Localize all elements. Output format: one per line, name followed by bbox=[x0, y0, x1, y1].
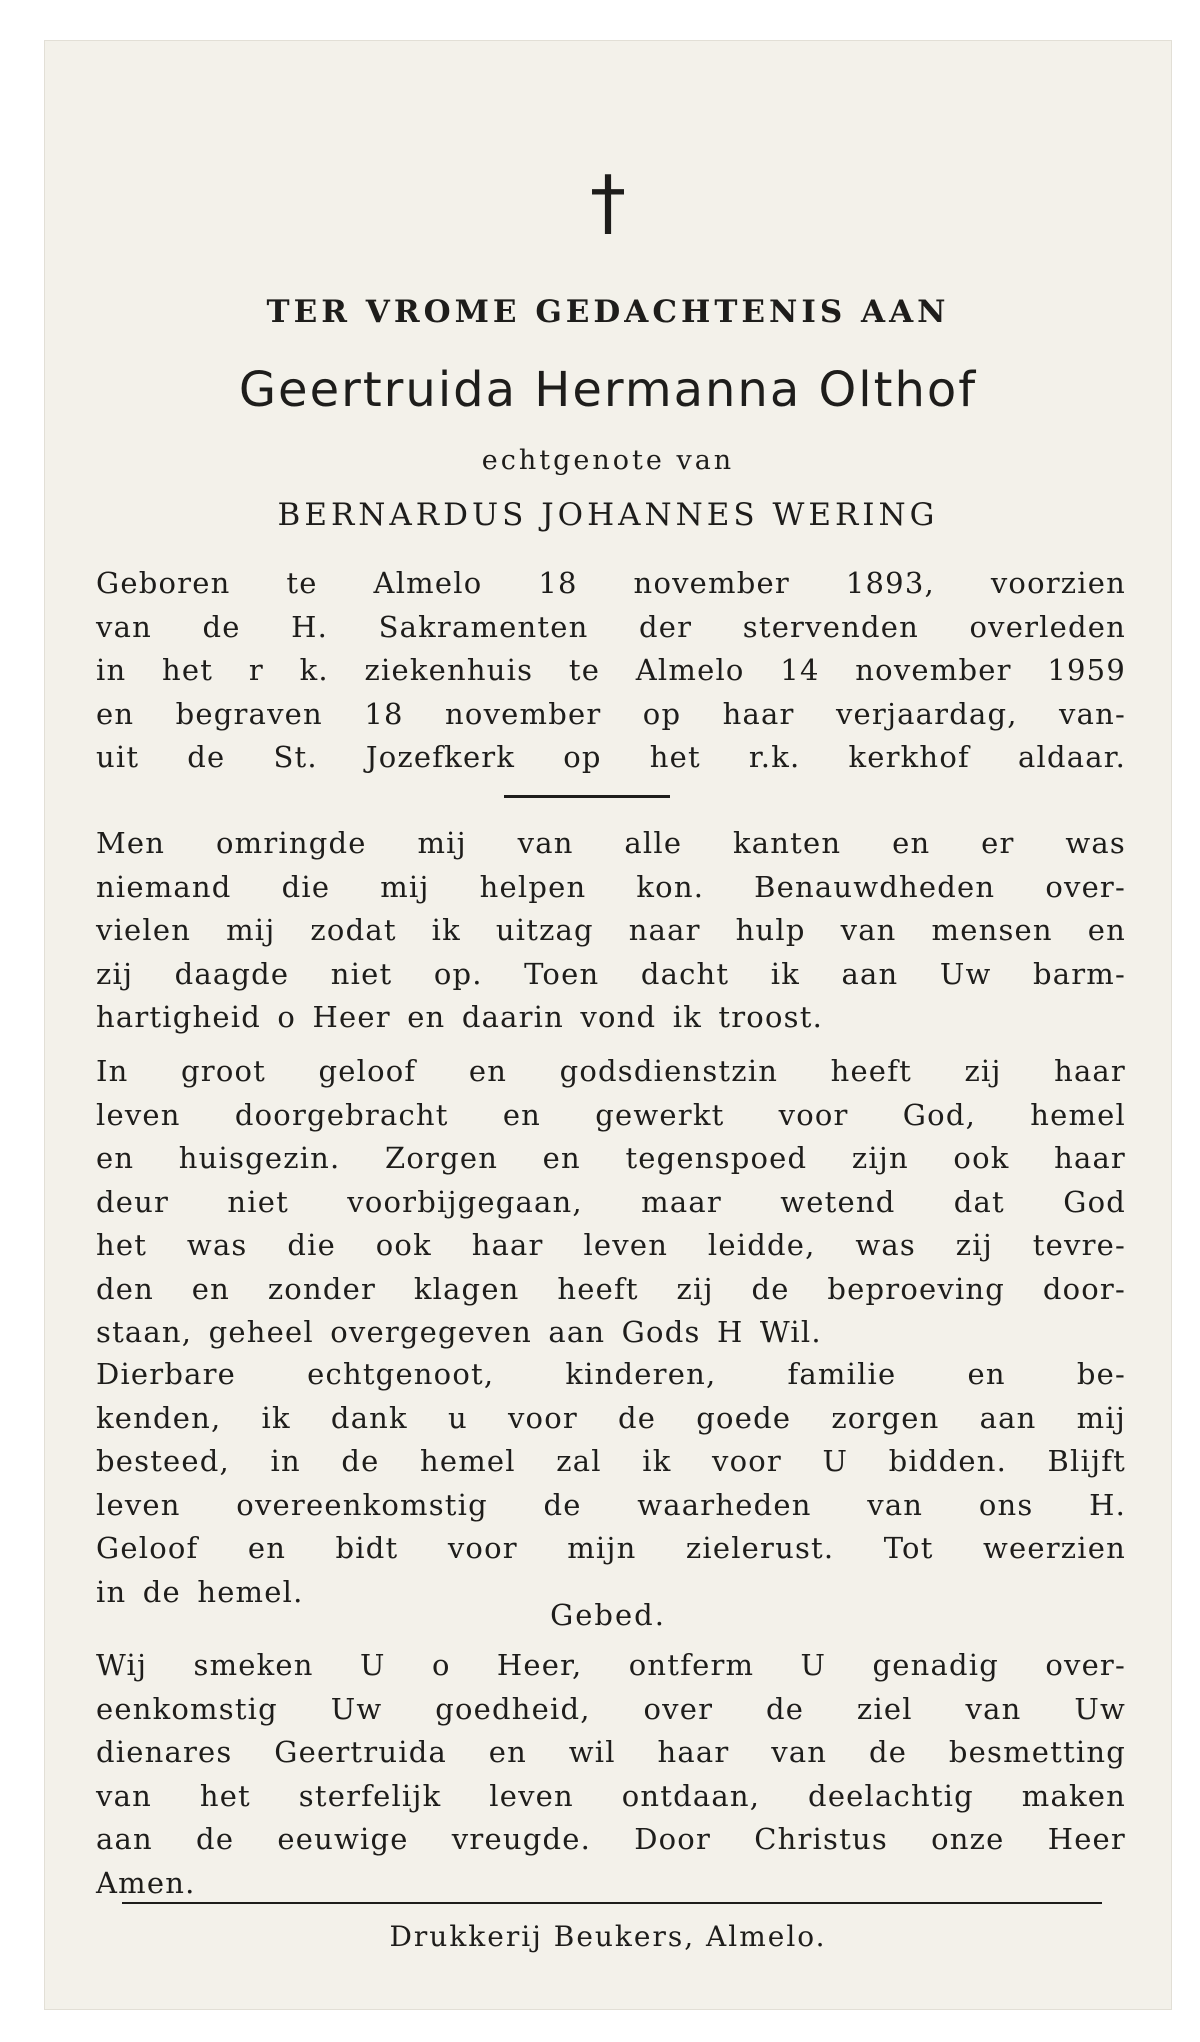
cross-icon: † bbox=[590, 160, 626, 244]
spouse-name: BERNARDUS JOHANNES WERING bbox=[277, 497, 939, 533]
quote-paragraph bbox=[96, 822, 1126, 1040]
memorial-heading: TER VROME GEDACHTENIS AAN bbox=[266, 294, 950, 330]
spouse-label: echtgenote van bbox=[481, 445, 735, 476]
text-line: besteed, in de hemel zal ik voor U bidden. Blijft bbox=[96, 1444, 1126, 1478]
biography-paragraph bbox=[96, 562, 1126, 780]
prayer-line: aan de eeuwige vreugde. Door Christus onze Heer bbox=[96, 1822, 1126, 1856]
prayer-line: dienares Geertruida en wil haar van de besmetting bbox=[96, 1735, 1126, 1769]
text-line: deur niet voorbijgegaan, maar wetend dat God bbox=[96, 1184, 1126, 1219]
biography-line: van de H. Sakramenten der stervenden overleden bbox=[96, 609, 1126, 644]
memorial-card bbox=[44, 40, 1172, 2010]
text-line: Men omringde mij van alle kanten en er was bbox=[96, 826, 1126, 860]
deceased-name: Geertruida Hermanna Olthof bbox=[238, 362, 978, 418]
printer-credit: Drukkerij Beukers, Almelo. bbox=[389, 1920, 827, 1953]
text-line: staan, geheel overgegeven aan Gods H Wil. bbox=[96, 1315, 822, 1349]
life-paragraph bbox=[96, 1050, 1126, 1355]
biography-line: Geboren te Almelo 18 november 1893, voorzien bbox=[96, 566, 1126, 600]
text-line: in de hemel. bbox=[96, 1574, 304, 1609]
text-line: en huisgezin. Zorgen en tegenspoed zijn ook haar bbox=[96, 1141, 1126, 1175]
footer-divider bbox=[122, 1902, 1102, 1904]
text-line: vielen mij zodat ik uitzag naar hulp van mensen en bbox=[96, 913, 1126, 947]
text-line: zij daagde niet op. Toen dacht ik aan Uw barm- bbox=[96, 956, 1126, 991]
text-line: kenden, ik dank u voor de goede zorgen aan mij bbox=[96, 1400, 1126, 1435]
text-line: leven overeenkomstig de waarheden van ons H. bbox=[96, 1487, 1126, 1522]
prayer-line: van het sterfelijk leven ontdaan, deelachtig maken bbox=[96, 1778, 1126, 1813]
prayer-line: Wij smeken U o Heer, ontferm U genadig over- bbox=[96, 1648, 1126, 1682]
text-line: niemand die mij helpen kon. Benauwdheden over- bbox=[96, 869, 1126, 904]
text-line: In groot geloof en godsdienstzin heeft zij haar bbox=[96, 1054, 1126, 1088]
biography-line: uit de St. Jozefkerk op het r.k. kerkhof aldaar. bbox=[96, 740, 1126, 774]
text-line: den en zonder klagen heeft zij de beproeving door- bbox=[96, 1271, 1126, 1306]
prayer-line: eenkomstig Uw goedheid, over de ziel van Uw bbox=[96, 1691, 1126, 1726]
prayer-title: Gebed. bbox=[550, 1598, 666, 1632]
text-line: Dierbare echtgenoot, kinderen, familie en be- bbox=[96, 1357, 1126, 1391]
text-line: Geloof en bidt voor mijn zielerust. Tot weerzien bbox=[96, 1531, 1126, 1565]
prayer-paragraph bbox=[96, 1644, 1126, 1905]
text-line: leven doorgebracht en gewerkt voor God, hemel bbox=[96, 1097, 1126, 1132]
biography-line: in het r k. ziekenhuis te Almelo 14 november 1959 bbox=[96, 653, 1126, 687]
text-line: het was die ook haar leven leidde, was zij tevre- bbox=[96, 1228, 1126, 1262]
farewell-paragraph bbox=[96, 1353, 1126, 1614]
section-divider bbox=[504, 795, 670, 798]
prayer-line: Amen. bbox=[96, 1865, 196, 1900]
biography-line: en begraven 18 november op haar verjaardag, van- bbox=[96, 696, 1126, 731]
text-line: hartigheid o Heer en daarin vond ik troost. bbox=[96, 1000, 823, 1034]
